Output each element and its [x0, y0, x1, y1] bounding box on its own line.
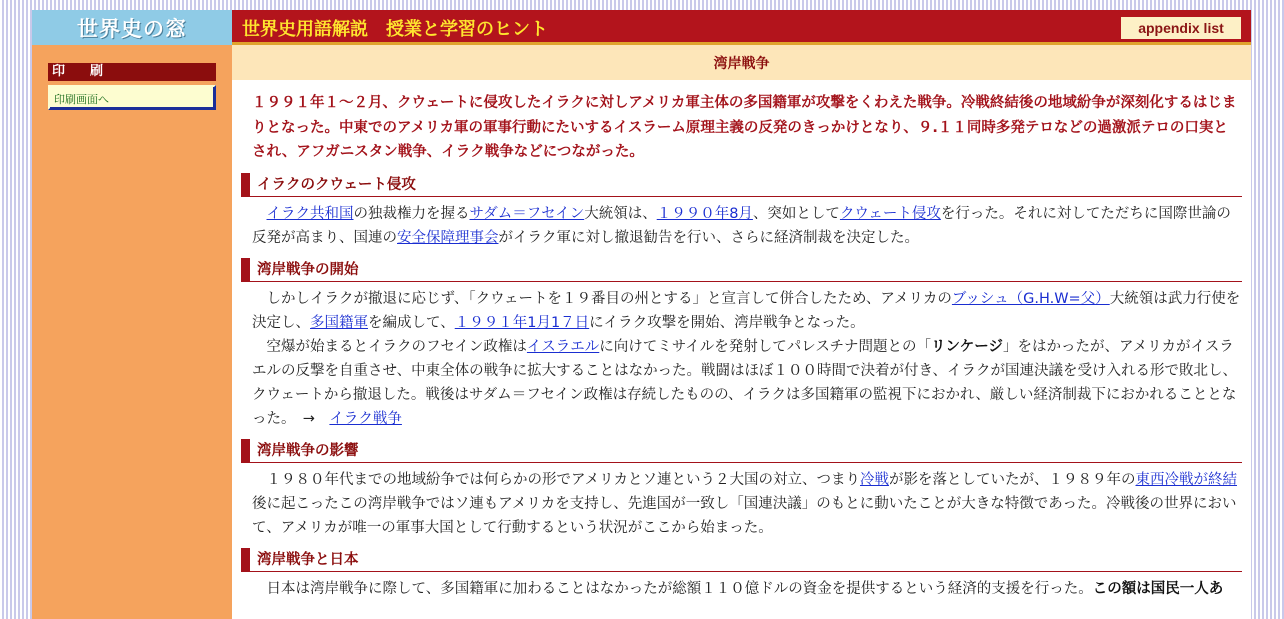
link-cold-war[interactable]: 冷戦	[859, 471, 889, 488]
text: しかしイラクが撤退に応じず、「クウェートを１９番目の州とする」と宣言して併合したため、アメリカの	[266, 290, 952, 307]
link-cold-war-end[interactable]: 東西冷戦が終結	[1135, 471, 1237, 488]
header-title: 世界史用語解説 授業と学習のヒント	[242, 19, 548, 40]
text: がイラク軍に対し撤退勧告を行い、さらに経済制裁を決定した。	[498, 229, 919, 246]
section-heading-war-start: 湾岸戦争の開始	[241, 258, 1242, 282]
link-multinational-force[interactable]: 多国籍軍	[310, 314, 368, 331]
article	[252, 91, 1242, 609]
text: を行った。それに対してただちに国際世論の反発が高まり、国連の	[252, 205, 1231, 246]
text: 、突如として	[752, 205, 840, 222]
link-iraq-war[interactable]: イラク戦争	[329, 410, 402, 427]
paragraph	[252, 287, 1242, 335]
text: 」をはかったが、アメリカがイスラエルの反撃を自重させ、中東全体の戦争に拡大することはなかった。戦闘はほぼ１００時間で決着が付き、イラクが国連決議を受け入れる形で敗北し、クウェートから撤退した。戦後はサダム＝フセイン政権は存続したものの、イラクは多国籍軍の監視下におかれ、厳しい経済制裁下におかれることとなった。 →	[252, 338, 1237, 427]
site-logo[interactable]: 世界史の窓	[32, 10, 232, 45]
section-heading-japan: 湾岸戦争と日本	[241, 548, 1242, 572]
link-1990-august[interactable]: １９９０年8月	[656, 205, 753, 222]
text: が影を落としていたが、１９８９年の	[888, 471, 1136, 488]
link-1991-january-17[interactable]: １９９１年1月1７日	[454, 314, 590, 331]
paragraph	[252, 577, 1242, 601]
article-summary: １９９１年１～２月、クウェートに侵攻したイラクに対しアメリカ軍主体の多国籍軍が攻撃をくわえた戦争。冷戦終結後の地域紛争が深刻化するはじまりとなった。中東でのアメリカ軍の軍事行動にたいするイスラーム原理主義の反発のきっかけとなり、９.１１同時多発テロなどの過激派テロの口実とされ、アフガニスタン戦争、イラク戦争などにつながった。	[252, 95, 1237, 160]
bold-per-capita: この額は国民一人あ	[1092, 580, 1224, 597]
section-heading-invasion: イラクのクウェート侵攻	[241, 173, 1242, 197]
link-bush[interactable]: ブッシュ（G.H.W=父）	[951, 290, 1110, 307]
text: 大統領は武力行使を決定し、	[252, 290, 1241, 331]
section-heading-impact: 湾岸戦争の影響	[241, 439, 1242, 463]
text: １９８０年代までの地域紛争では何らかの形でアメリカとソ連という２大国の対立、つまり	[266, 471, 860, 488]
bold-linkage: リンケージ	[931, 338, 1003, 355]
text: 大統領は、	[584, 205, 657, 222]
sidebar	[32, 45, 232, 619]
appendix-list-button[interactable]: appendix list	[1121, 17, 1241, 39]
link-israel[interactable]: イスラエル	[526, 338, 600, 355]
page-frame	[32, 10, 1251, 619]
text: の独裁権力を握る	[353, 205, 470, 222]
text: 日本は湾岸戦争に際して、多国籍軍に加わることはなかったが総額１１０億ドルの資金を提供するという経済的支援を行った。	[266, 580, 1093, 597]
print-heading: 印 刷	[48, 63, 216, 81]
paragraph	[252, 335, 1242, 431]
link-kuwait-invasion[interactable]: クウェート侵攻	[839, 205, 941, 222]
page-title: 湾岸戦争	[232, 45, 1251, 80]
main-content	[232, 45, 1251, 619]
text: 空爆が始まるとイラクのフセイン政権は	[266, 338, 527, 355]
text: 後に起こったこの湾岸戦争ではソ連もアメリカを支持し、先進国が一致し「国連決議」のもとに動いたことが大きな特徴であった。冷戦後の世界において、アメリカが唯一の軍事大国として行動するという状況がここから始まった。	[252, 495, 1237, 536]
link-saddam-hussein[interactable]: サダム＝フセイン	[469, 205, 585, 222]
text: にイラク攻撃を開始、湾岸戦争となった。	[589, 314, 865, 331]
link-security-council[interactable]: 安全保障理事会	[397, 229, 499, 246]
header-bar	[232, 10, 1251, 45]
text: を編成して、	[368, 314, 455, 331]
print-page-link[interactable]: 印刷画面へ	[48, 85, 216, 110]
link-iraq-republic[interactable]: イラク共和国	[266, 205, 354, 222]
paragraph	[252, 468, 1242, 540]
text: に向けてミサイルを発射してパレスチナ問題との「	[599, 338, 932, 355]
paragraph	[252, 202, 1242, 250]
